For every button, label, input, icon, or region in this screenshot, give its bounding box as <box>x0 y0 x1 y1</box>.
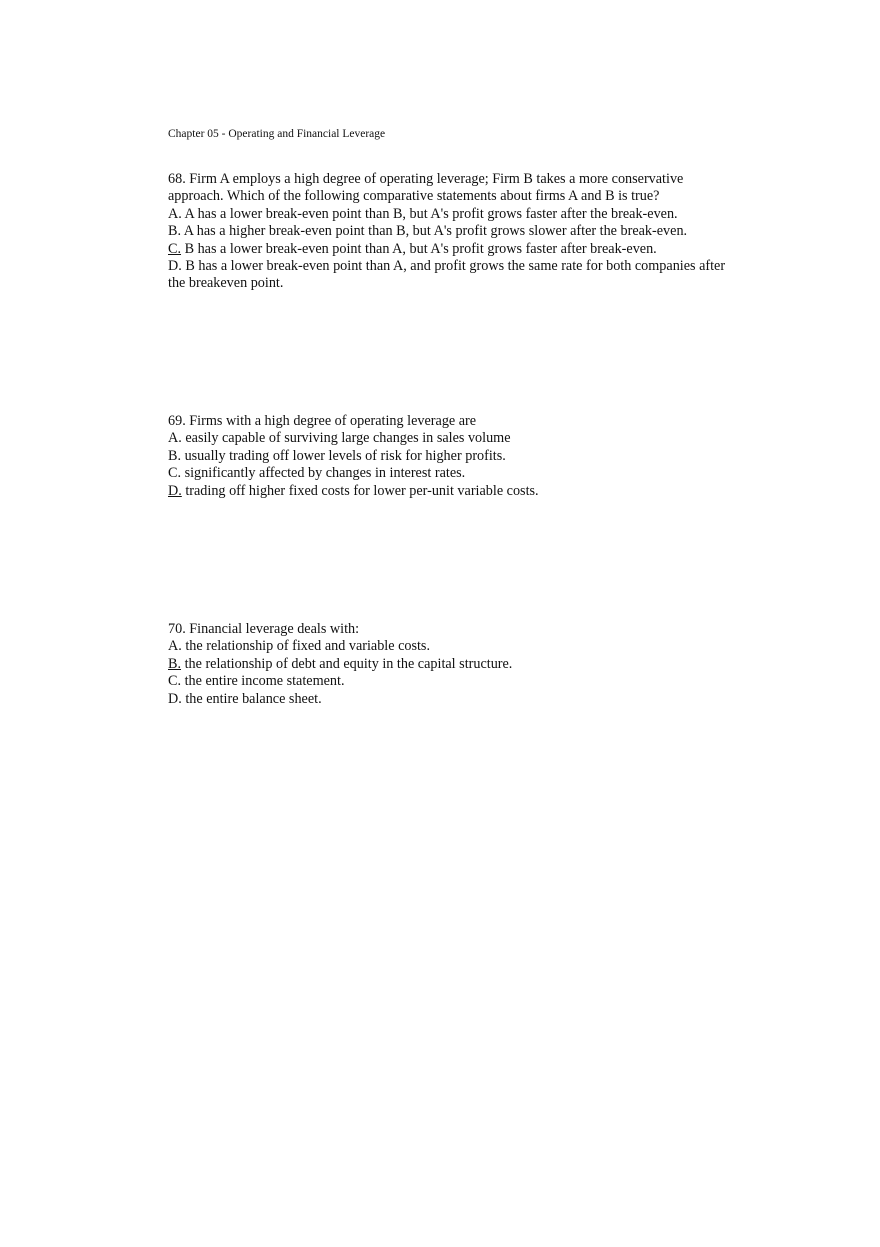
option-letter: C. <box>168 673 182 690</box>
option-letter: B. <box>168 223 182 240</box>
question-70 <box>168 621 738 708</box>
question-69 <box>168 413 738 500</box>
option-letter: C. <box>168 465 182 482</box>
option-text: significantly affected by changes in interest rates. <box>181 465 466 482</box>
option-text: B has a lower break-even point than A, and profit grows the same rate for both companies after the breakeven point. <box>168 258 726 292</box>
option-text: easily capable of surviving large changes in sales volume <box>181 430 511 447</box>
answer-option <box>168 691 738 708</box>
option-letter: A. <box>168 430 182 447</box>
answer-option <box>168 223 738 240</box>
answer-option <box>168 465 738 482</box>
question-stem: 70. Financial leverage deals with: <box>168 621 360 637</box>
answer-option <box>168 206 738 223</box>
option-text: A has a lower break-even point than B, but A's profit grows faster after the break-even. <box>181 205 678 222</box>
option-text: A has a higher break-even point than B, but A's profit grows slower after the break-even. <box>181 223 688 240</box>
answer-option <box>168 673 738 690</box>
option-text: the entire balance sheet. <box>181 690 322 707</box>
answer-option <box>168 430 738 447</box>
question-stem: 69. Firms with a high degree of operating leverage are <box>168 413 477 429</box>
chapter-header: Chapter 05 - Operating and Financial Leverage <box>168 128 386 140</box>
answer-option <box>168 258 738 293</box>
option-letter: A. <box>168 638 182 655</box>
option-text: usually trading off lower levels of risk for higher profits. <box>181 447 506 464</box>
answer-option <box>168 656 738 673</box>
options-list <box>168 206 738 293</box>
option-text: B has a lower break-even point than A, but A's profit grows faster after break-even. <box>181 240 657 257</box>
option-text: the relationship of debt and equity in the capital structure. <box>181 655 513 672</box>
answer-option <box>168 241 738 258</box>
option-text: trading off higher fixed costs for lower per-unit variable costs. <box>181 482 539 499</box>
options-list <box>168 638 738 708</box>
correct-answer-letter: B. <box>168 655 182 672</box>
correct-answer-letter: D. <box>168 482 182 499</box>
option-letter: A. <box>168 205 182 222</box>
answer-option <box>168 483 738 500</box>
option-text: the entire income statement. <box>181 673 345 690</box>
answer-option <box>168 638 738 655</box>
question-68 <box>168 171 738 293</box>
options-list <box>168 430 738 500</box>
option-letter: B. <box>168 447 182 464</box>
question-stem: 68. Firm A employs a high degree of operating leverage; Firm B takes a more conservative approach. Which of the following comparative statements about firms A and B is true? <box>168 171 684 205</box>
option-letter: D. <box>168 690 182 707</box>
option-letter: D. <box>168 258 182 275</box>
option-text: the relationship of fixed and variable costs. <box>181 638 431 655</box>
answer-option <box>168 448 738 465</box>
correct-answer-letter: C. <box>168 240 182 257</box>
